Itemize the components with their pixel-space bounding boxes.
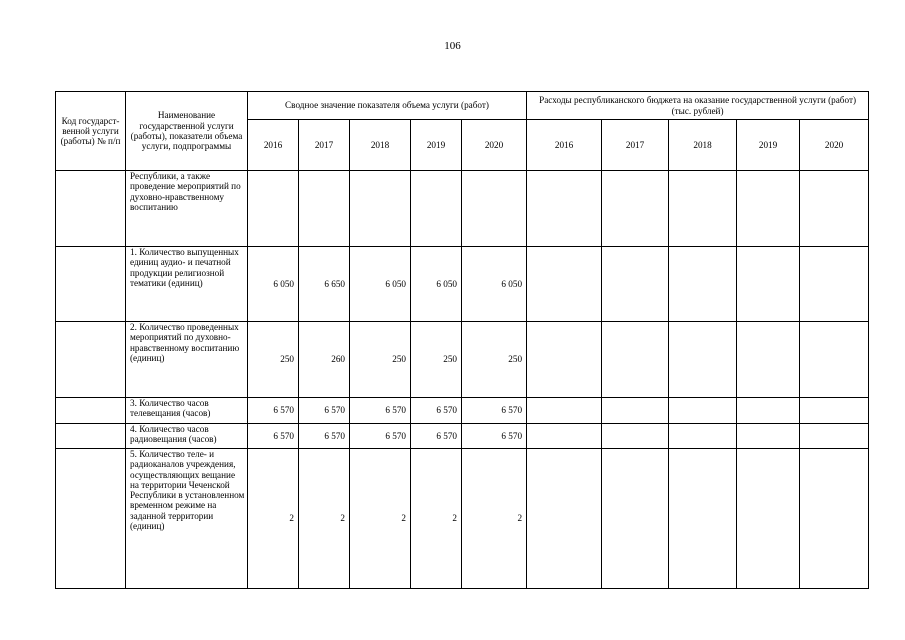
- expense-cell: [800, 398, 869, 424]
- volume-cell: 6 570: [248, 424, 299, 449]
- volume-cell: 2: [248, 449, 299, 589]
- table-row: [56, 449, 869, 589]
- header-expense-year: 2019: [737, 120, 800, 171]
- row-code: [56, 424, 126, 449]
- volume-cell: 250: [462, 322, 527, 398]
- row-code: [56, 247, 126, 322]
- header-expense-year: 2017: [602, 120, 669, 171]
- table-row: [56, 424, 869, 449]
- expense-cell: [602, 247, 669, 322]
- volume-cell: 2: [299, 449, 350, 589]
- volume-cell: 6 050: [411, 247, 462, 322]
- header-expenses: Расходы республиканского бюджета на оказание государственной услуги (работ) (тыс. рублей): [527, 92, 869, 120]
- expense-cell: [737, 322, 800, 398]
- volume-cell: 250: [248, 322, 299, 398]
- expense-cell: [527, 322, 602, 398]
- expense-cell: [602, 449, 669, 589]
- volume-cell: 250: [411, 322, 462, 398]
- row-name: 3. Количество часов телевещания (часов): [126, 398, 248, 424]
- header-volume-year: 2020: [462, 120, 527, 171]
- volume-cell: 2: [462, 449, 527, 589]
- row-name: 1. Количество выпущенных единиц аудио- и печатной продукции религиозной тематики (единиц): [126, 247, 248, 322]
- volume-cell: 6 570: [350, 424, 411, 449]
- volume-cell: [411, 171, 462, 247]
- row-name: 4. Количество часов радиовещания (часов): [126, 424, 248, 449]
- volume-cell: 2: [411, 449, 462, 589]
- volume-cell: [299, 171, 350, 247]
- expense-cell: [800, 424, 869, 449]
- row-name: 2. Количество проведенных мероприятий по духовно-нравственному воспитанию (единиц): [126, 322, 248, 398]
- volume-cell: 6 570: [299, 398, 350, 424]
- expense-cell: [669, 424, 737, 449]
- table-row: [56, 322, 869, 398]
- volume-cell: 6 650: [299, 247, 350, 322]
- volume-cell: 260: [299, 322, 350, 398]
- row-code: [56, 398, 126, 424]
- volume-cell: 6 050: [462, 247, 527, 322]
- header-volume-year: 2019: [411, 120, 462, 171]
- table-row: [56, 247, 869, 322]
- expense-cell: [800, 247, 869, 322]
- volume-cell: 6 570: [411, 398, 462, 424]
- header-volume-year: 2016: [248, 120, 299, 171]
- expense-cell: [669, 247, 737, 322]
- row-name: 5. Количество теле- и радиоканалов учреждения, осуществляющих вещание на территории Чеченской Республики в установленном временном режиме на заданной территории (единиц): [126, 449, 248, 589]
- header-expense-year: 2020: [800, 120, 869, 171]
- expense-cell: [669, 398, 737, 424]
- table-row: [56, 171, 869, 247]
- volume-cell: 250: [350, 322, 411, 398]
- expense-cell: [527, 424, 602, 449]
- volume-cell: 6 570: [462, 424, 527, 449]
- volume-cell: 2: [350, 449, 411, 589]
- expense-cell: [737, 398, 800, 424]
- volume-cell: 6 570: [248, 398, 299, 424]
- volume-cell: 6 570: [299, 424, 350, 449]
- row-code: [56, 322, 126, 398]
- expense-cell: [800, 322, 869, 398]
- row-name: Республики, а также проведение мероприятий по духовно-нравственному воспитанию: [126, 171, 248, 247]
- expense-cell: [602, 171, 669, 247]
- header-expense-year: 2016: [527, 120, 602, 171]
- expense-cell: [602, 322, 669, 398]
- expense-cell: [602, 398, 669, 424]
- header-name: Наименование государственной услуги (работы), показатели объема услуги, подпрограммы: [126, 92, 248, 171]
- volume-cell: 6 050: [248, 247, 299, 322]
- volume-cell: 6 050: [350, 247, 411, 322]
- budget-table: [55, 91, 869, 589]
- page-number: 106: [444, 40, 461, 52]
- volume-cell: [462, 171, 527, 247]
- expense-cell: [527, 247, 602, 322]
- header-expense-year: 2018: [669, 120, 737, 171]
- row-code: [56, 449, 126, 589]
- expense-cell: [737, 424, 800, 449]
- expense-cell: [800, 171, 869, 247]
- expense-cell: [669, 449, 737, 589]
- expense-cell: [737, 247, 800, 322]
- volume-cell: 6 570: [462, 398, 527, 424]
- expense-cell: [669, 171, 737, 247]
- row-code: [56, 171, 126, 247]
- expense-cell: [669, 322, 737, 398]
- volume-cell: [248, 171, 299, 247]
- volume-cell: 6 570: [411, 424, 462, 449]
- expense-cell: [602, 424, 669, 449]
- expense-cell: [527, 171, 602, 247]
- expense-cell: [737, 171, 800, 247]
- expense-cell: [737, 449, 800, 589]
- table-row: [56, 398, 869, 424]
- volume-cell: 6 570: [350, 398, 411, 424]
- header-volume: Сводное значение показателя объема услуги (работ): [248, 92, 527, 120]
- header-volume-year: 2018: [350, 120, 411, 171]
- expense-cell: [527, 398, 602, 424]
- expense-cell: [527, 449, 602, 589]
- volume-cell: [350, 171, 411, 247]
- header-volume-year: 2017: [299, 120, 350, 171]
- header-code: Код государст-венной услуги (работы) № п/п: [56, 92, 126, 171]
- expense-cell: [800, 449, 869, 589]
